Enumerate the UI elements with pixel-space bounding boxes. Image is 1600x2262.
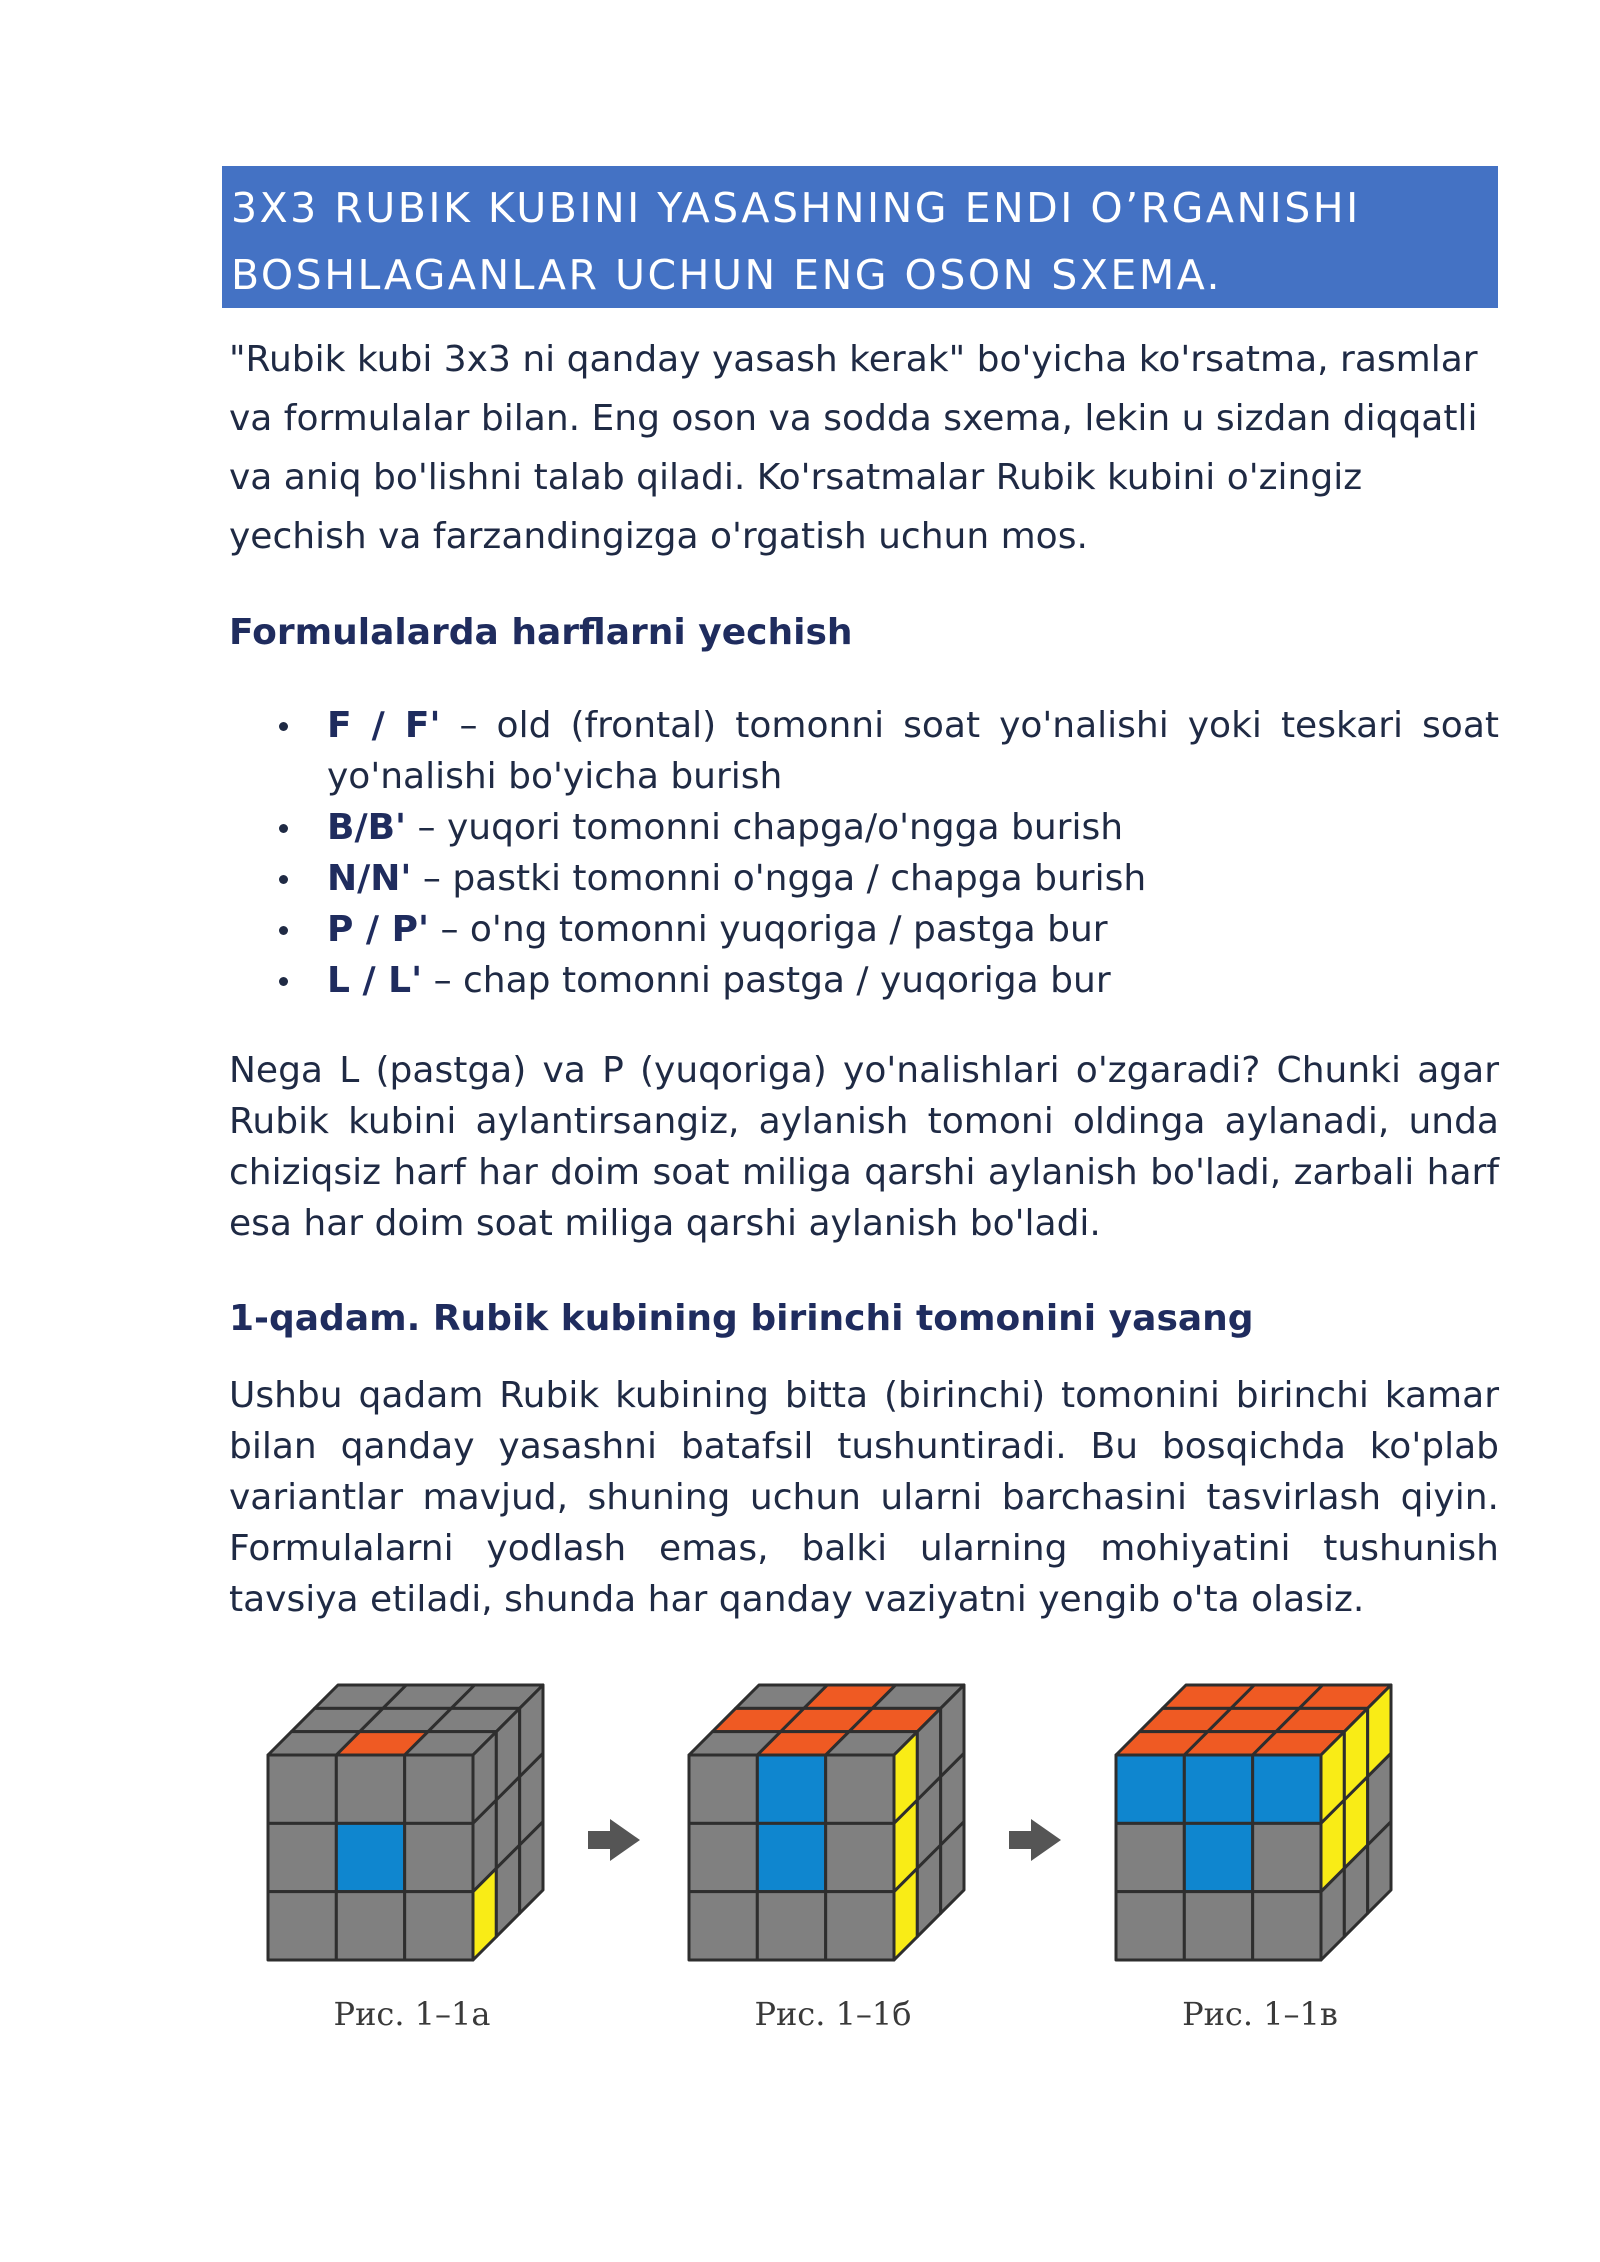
cube-figure-1a [262, 1680, 562, 2033]
cube-front-sticker [826, 1755, 894, 1823]
cube-front-sticker [405, 1755, 473, 1823]
figure-caption: Рис. 1–1в [1182, 1995, 1338, 2033]
cube-front-sticker [1184, 1823, 1252, 1891]
cube-front-sticker [826, 1823, 894, 1891]
cube-front-sticker [336, 1823, 404, 1891]
cube-figure-1b [683, 1680, 983, 2033]
cube-front-sticker [268, 1823, 336, 1891]
figure-caption: Рис. 1–1б [754, 1995, 912, 2033]
notation-text: – old (frontal) tomonni soat yo'nalishi yoki teskari soat yo'nalishi bo'yicha burish [327, 705, 1500, 797]
intro-line: va formulalar bilan. Eng oson va sodda sxema, lekin u sizdan diqqatli [229, 398, 1478, 439]
right-arrow-icon [1005, 1815, 1065, 1865]
cube-front-sticker [1253, 1755, 1321, 1823]
title-line-1: 3X3 RUBIK KUBINI YASASHNING ENDI O’RGANISHI [231, 184, 1361, 232]
intro-line: yechish va farzandingizga o'rgatish uchun mos. [229, 516, 1088, 557]
cube-front-sticker [405, 1892, 473, 1960]
notation-text: – o'ng tomonni yuqoriga / pastga bur [429, 909, 1108, 950]
cube-front-sticker [405, 1823, 473, 1891]
cube-front-sticker [689, 1755, 757, 1823]
cube-diagram [683, 1680, 983, 1990]
list-item [229, 700, 1499, 802]
cube-front-sticker [1116, 1892, 1184, 1960]
cube-front-sticker [1184, 1755, 1252, 1823]
cube-front-sticker [689, 1823, 757, 1891]
cube-front-sticker [826, 1892, 894, 1960]
cube-figure-1c [1110, 1680, 1410, 2033]
notation-key: L / L' [327, 960, 423, 1001]
notation-text: – yuqori tomonni chapga/o'ngga burish [406, 807, 1124, 848]
cube-diagram [262, 1680, 562, 1990]
notation-key: N/N' [327, 858, 412, 899]
list-item [229, 802, 1499, 853]
bullet-icon [279, 926, 288, 935]
cube-front-sticker [336, 1892, 404, 1960]
notation-key: P / P' [327, 909, 430, 950]
intro-line: "Rubik kubi 3x3 ni qanday yasash kerak" bo'yicha ko'rsatma, rasmlar [229, 339, 1478, 380]
cube-diagram [1110, 1680, 1410, 1990]
intro-line: va aniq bo'lishni talab qiladi. Ko'rsatmalar Rubik kubini o'zingiz [229, 457, 1363, 498]
section-heading-formulas: Formulalarda harflarni yechish [229, 612, 853, 653]
step1-heading: 1-qadam. Rubik kubining birinchi tomonini yasang [229, 1298, 1254, 1339]
figure-caption: Рис. 1–1а [333, 1995, 491, 2033]
intro-paragraph [229, 330, 1499, 566]
notation-text: – pastki tomonni o'ngga / chapga burish [411, 858, 1147, 899]
bullet-icon [279, 824, 288, 833]
cube-front-sticker [757, 1755, 825, 1823]
list-item [229, 853, 1499, 904]
cube-front-sticker [268, 1892, 336, 1960]
cube-front-sticker [336, 1755, 404, 1823]
step1-paragraph: Ushbu qadam Rubik kubining bitta (birinchi) tomonini birinchi kamar bilan qanday yasashni batafsil tushuntiradi. Bu bosqichda ko'plab variantlar mavjud, shuning uchun ularni barchasini tasvirlash qiyin. Formulalarni yodlash emas, balki ularning mohiyatini tushunish tavsiya etiladi, shunda har qanday vaziyatni yengib o'ta olasiz. [229, 1375, 1499, 1620]
title-line-2: BOSHLAGANLAR UCHUN ENG OSON SXEMA. [231, 251, 1223, 299]
bullet-icon [279, 722, 288, 731]
cube-front-sticker [1184, 1892, 1252, 1960]
list-item [229, 904, 1499, 955]
notation-key: B/B' [327, 807, 407, 848]
bullet-icon [279, 875, 288, 884]
notation-explanation: Nega L (pastga) va P (yuqoriga) yo'nalishlari o'zgaradi? Chunki agar Rubik kubini aylantirsangiz, aylanish tomoni oldinga aylanadi, unda chiziqsiz harf har doim soat miliga qarshi aylanish bo'ladi, zarbali harf esa har doim soat miliga qarshi aylanish bo'ladi. [229, 1050, 1499, 1244]
cube-front-sticker [1116, 1823, 1184, 1891]
cube-front-sticker [1116, 1755, 1184, 1823]
list-item [229, 955, 1499, 1006]
cube-front-sticker [757, 1892, 825, 1960]
bullet-icon [279, 977, 288, 986]
cube-front-sticker [268, 1755, 336, 1823]
right-arrow-icon [584, 1815, 644, 1865]
cube-front-sticker [1253, 1823, 1321, 1891]
title-banner [222, 166, 1498, 308]
cube-front-sticker [689, 1892, 757, 1960]
notation-list [229, 700, 1499, 1006]
cube-front-sticker [1253, 1892, 1321, 1960]
cube-front-sticker [757, 1823, 825, 1891]
notation-key: F / F' [327, 705, 441, 746]
notation-text: – chap tomonni pastga / yuqoriga bur [422, 960, 1111, 1001]
